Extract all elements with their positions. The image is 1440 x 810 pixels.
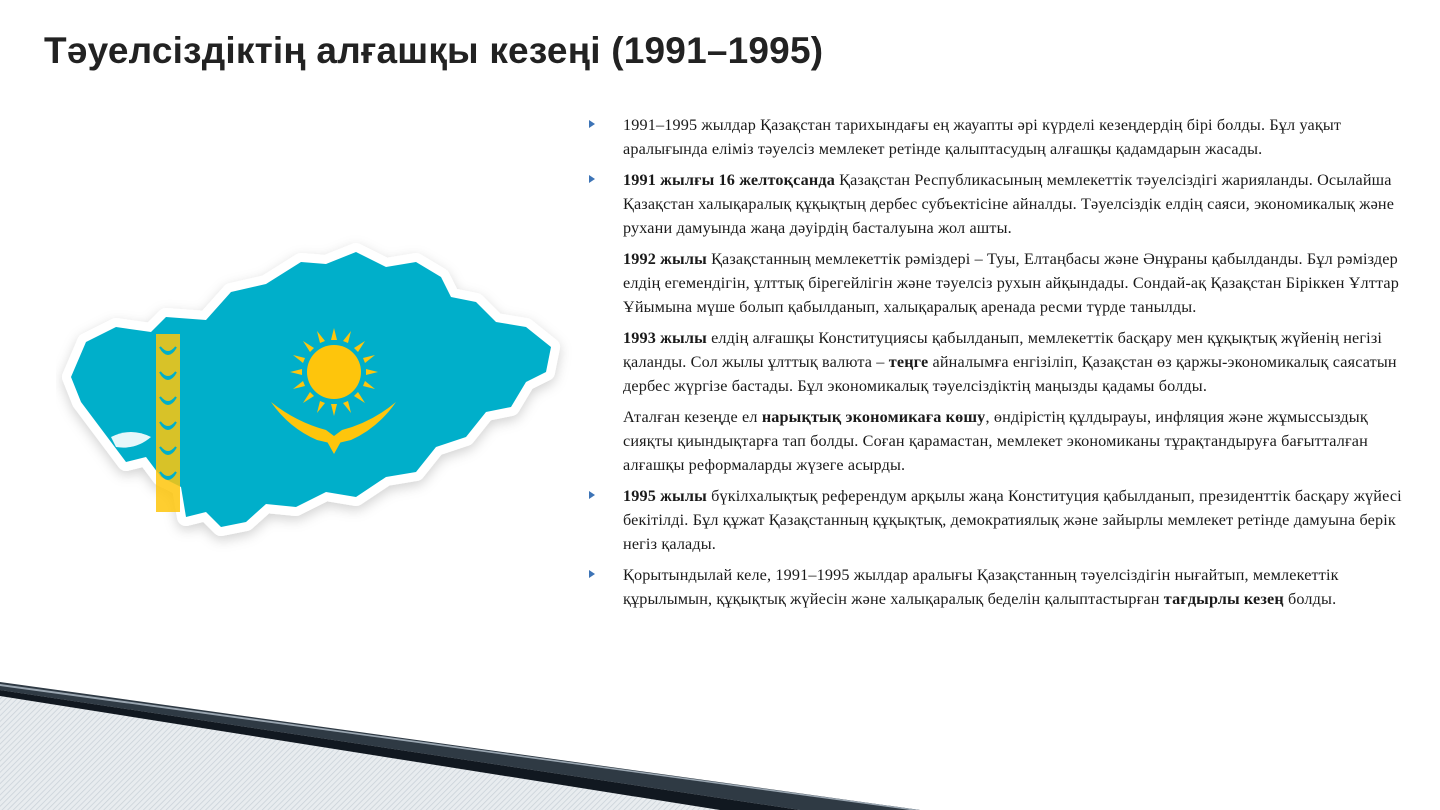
bold-text: 1991 жылғы 16 желтоқсанда <box>623 171 835 189</box>
paragraph <box>588 168 1403 240</box>
bullet-arrow-icon <box>589 120 595 128</box>
paragraph-text: Қорытындылай келе, 1991–1995 жылдар аралығы Қазақстанның тәуелсіздігін нығайтып, мемлекеттік құрылымын, құқықтық жүйесін және халықаралық беделін қалыптастырған <box>623 566 1339 608</box>
bullet-arrow-icon <box>589 175 595 183</box>
paragraph-text: Қазақстанның мемлекеттік рәміздері – Туы, Елтаңбасы және Әнұраны қабылданды. Бұл рәміздер елдің егемендігін, ұлттық бірегейлігін және тәуелсіз рухын айқындады. Сондай-ақ Қазақстан Біріккен Ұлттар Ұйымына мүше болып қабылданып, халықаралық аренада ресми түрде танылды. <box>623 250 1399 316</box>
paragraph-text: айналымға енгізіліп, Қазақстан өз қаржы-экономикалық саясатын дербес жүргізе бастады. Бұл экономикалық тәуелсіздіктің маңызды қадамы болды. <box>623 353 1397 395</box>
paragraph <box>588 113 1403 161</box>
slide-title: Тәуелсіздіктің алғашқы кезеңі (1991–1995) <box>44 30 824 71</box>
paragraph-text: бүкілхалықтық референдум арқылы жаңа Конституция қабылданып, президенттік басқару жүйесі бекітілді. Бұл құжат Қазақстанның құқықтық, демократиялық және зайырлы мемлекет ретінде дамуына берік негіз қалады. <box>623 487 1402 553</box>
bold-text: теңге <box>888 353 929 371</box>
bold-text: 1992 жылы <box>623 250 707 268</box>
bold-text: тағдырлы кезең <box>1163 590 1284 608</box>
paragraph-text: 1991–1995 жылдар Қазақстан тарихындағы ең жауапты әрі күрделі кезеңдердің бірі болды. Бұл уақыт аралығында еліміз тәуелсіз мемлекет ретінде қалыптасудың алғашқы қадамдарын жасады. <box>623 116 1342 158</box>
bold-text: 1993 жылы <box>623 329 707 347</box>
kazakhstan-flag-map-icon <box>56 222 576 562</box>
bold-text: 1995 жылы <box>623 487 707 505</box>
bullet-arrow-icon <box>589 491 595 499</box>
paragraph-text: елдің алғашқы Конституциясы қабылданып, мемлекеттік басқару мен құқықтық жүйенің негізі қаланды. Сол жылы ұлттық валюта – <box>623 329 1383 371</box>
bold-text: нарықтық экономикаға көшу <box>761 408 986 426</box>
paragraph <box>588 563 1403 611</box>
paragraph-text: болды. <box>1283 590 1337 608</box>
paragraph <box>588 405 1403 477</box>
kazakhstan-flag-map <box>56 222 576 562</box>
paragraph <box>588 326 1403 398</box>
content-text <box>588 113 1403 618</box>
paragraph <box>588 247 1403 319</box>
bullet-arrow-icon <box>589 570 595 578</box>
decorative-stripes <box>0 670 920 810</box>
paragraph-text: Қазақстан Республикасының мемлекеттік тәуелсіздігі жарияланды. Осылайша Қазақстан халықаралық құқықтың дербес субъектісіне айналды. Тәуелсіздік елдің саяси, экономикалық және рухани дамуында жаңа дәуірдің басталуына жол ашты. <box>623 171 1395 237</box>
paragraph-text: , өндірістің құлдырауы, инфляция және жұмыссыздық сияқты қиындықтарға тап болды. Соған қарамастан, мемлекет экономиканы тұрақтандыруға бағытталған алғашқы реформаларды жүзеге асырды. <box>623 408 1368 474</box>
paragraph-text: Аталған кезеңде ел <box>623 408 762 426</box>
paragraph <box>588 484 1403 556</box>
